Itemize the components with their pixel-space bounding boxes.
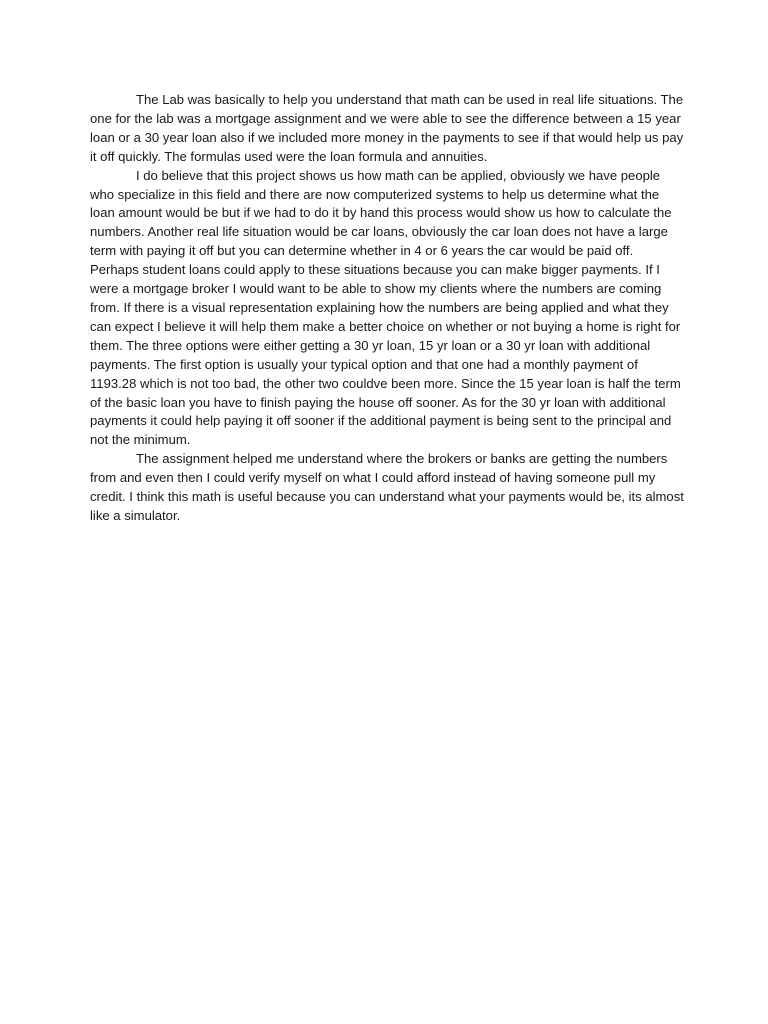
- paragraph-2: I do believe that this project shows us how math can be applied, obviously we have people who specialize in this field and there are now computerized systems to help us determine what the loan amount would be but if we had to do it by hand this process would show us how to calculate the numbers. Another real life situation would be car loans, obviously the car loan does not have a large term with paying it off but you can determine whether in 4 or 6 years the car would be paid off. Perhaps student loans could apply to these situations because you can make bigger payments. If I were a mortgage broker I would want to be able to show my clients where the numbers are coming from. If there is a visual representation explaining how the numbers are being applied and what they can expect I believe it will help them make a better choice on whether or not buying a home is right for them. The three options were either getting a 30 yr loan, 15 yr loan or a 30 yr loan with additional payments. The first option is usually your typical option and that one had a monthly payment of 1193.28 which is not too bad, the other two couldve been more. Since the 15 year loan is half the term of the basic loan you have to finish paying the house off sooner. As for the 30 yr loan with additional payments it could help paying it off sooner if the additional payment is being sent to the principal and not the minimum.: [90, 167, 681, 448]
- paragraph-3: The assignment helped me understand where the brokers or banks are getting the numbers from and even then I could verify myself on what I could afford instead of having someone pull my credit. I think this math is useful because you can understand what your payments would be, its almost like a simulator.: [90, 451, 684, 523]
- paragraph-1: The Lab was basically to help you understand that math can be used in real life situations. The one for the lab was a mortgage assignment and we were able to see the difference between a 15 year loan or a 30 year loan also if we included more money in the payments to see if that would help us pay it off quickly. The formulas used were the loan formula and annuities.: [90, 92, 684, 164]
- document-body: [90, 91, 685, 526]
